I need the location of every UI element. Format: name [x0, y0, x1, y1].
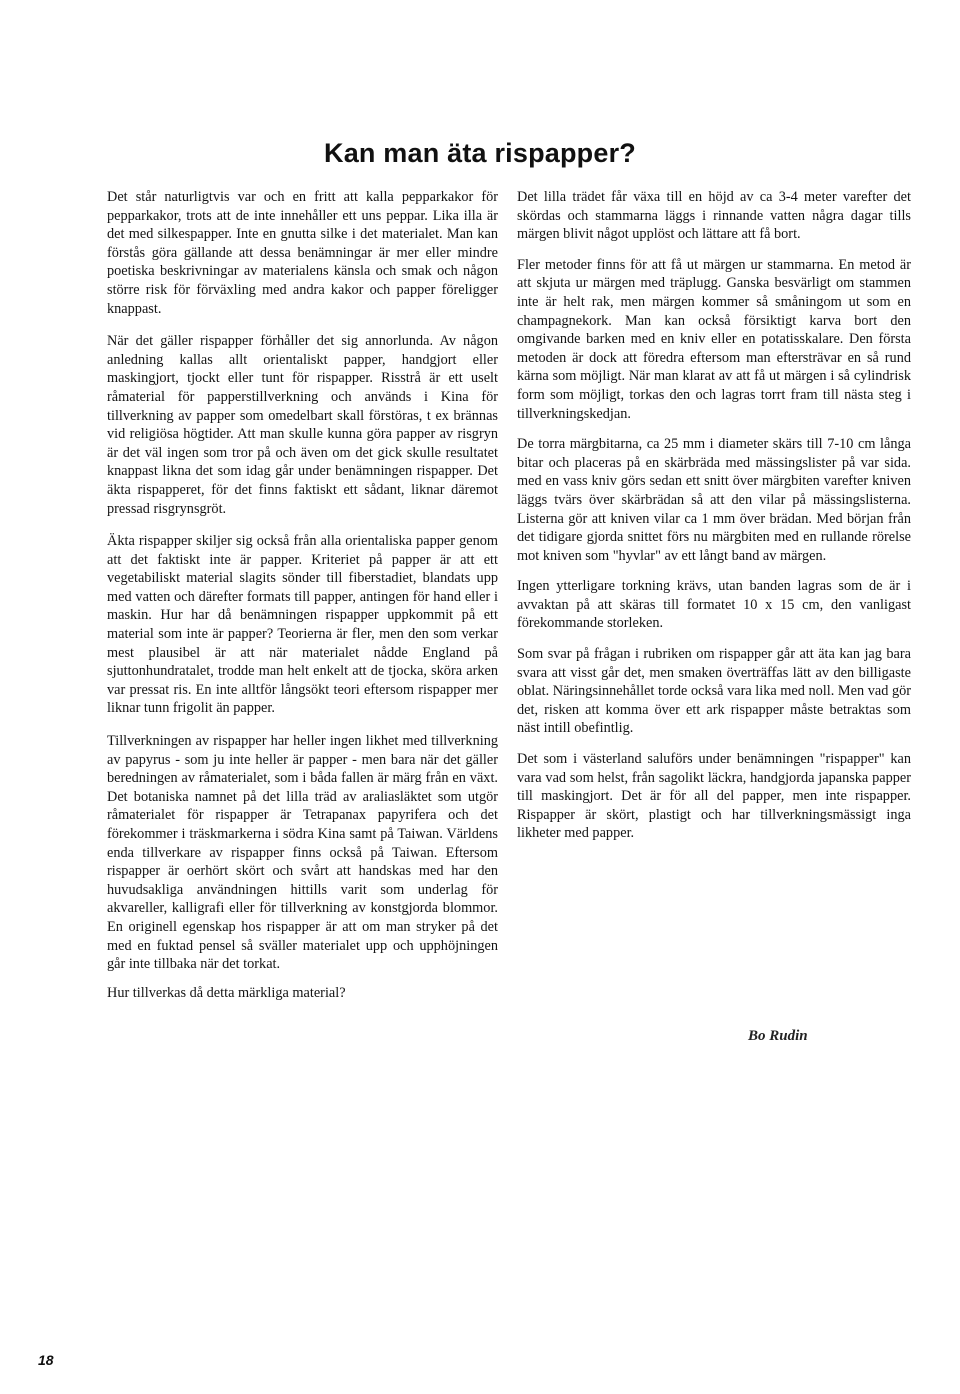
paragraph: Det lilla trädet får växa till en höjd av ca 3-4 meter varefter det skördas och stammarna läggs i rinnande vatten några dagar tills märgen blivit något upplöst och lättare att få bort. — [517, 189, 911, 243]
left-column — [107, 188, 498, 1016]
paragraph: Äkta rispapper skiljer sig också från alla orientaliska papper genom att det faktiskt inte är papper. Kriteriet på papper är att ett vegetabiliskt material slagits sönder till fiberstadiet, blandats upp med vatten och därefter formats till papper, antingen för hand eller i maskin. Hur har då benämningen rispapper uppkommit på ett material som inte är papper? Teorierna är fler, men den som verkar mest plausibel är att när materialet nådde England på sjuttonhundratalet, trodde man helt enkelt att de tjocka, sköra arken var pressat ris. En inte alltför långsökt teori eftersom rispapper mer liknar tunn frigolit än papper. — [107, 533, 498, 717]
author-signature: Bo Rudin — [748, 1028, 808, 1044]
paragraph: Det står naturligtvis var och en fritt att kalla pepparkakor för pepparkakor, trots att de inte innehåller ett uns peppar. Lika illa är det med silkespapper. Inte en gnutta silke i det materialet. Man kan förstås göra gällande att dessa benämningar är mer eller mindre poetiska beskrivningar av materialens känsla och smak och någon större risk för förväxling med andra kakor och papper föreligger knappast. — [107, 189, 498, 317]
paragraph: Som svar på frågan i rubriken om rispapper går att äta kan jag bara svara att visst går det, men smaken överträffas lätt av den billigaste oblat. Näringsinnehållet torde också vara lika med noll. Men vad gör det, risken att komma över ett ark rispapper måste betraktas som näst intill obefintlig. — [517, 646, 911, 737]
paragraph: De torra märgbitarna, ca 25 mm i diameter skärs till 7-10 cm långa bitar och placeras på en skärbräda med mässingslister på var sida. med en vass kniv görs sedan ett snitt över märgbiten varefter kniven läggs tvärs över skärbrädan så att den vilar på mässingslisterna. Listerna gör att kniven vilar ca 1 mm över brädan. Med början från det tidigare gjorda snittet förs nu märgbiten med en rullande rörelse mot kniven som "hyvlar" av ett långt band av märgen. — [517, 436, 911, 564]
closing-question: Hur tillverkas då detta märkliga material? — [107, 984, 346, 1001]
right-column — [517, 188, 911, 855]
paragraph: När det gäller rispapper förhåller det sig annorlunda. Av någon anledning kallas allt orientaliskt papper, handgjort eller maskingjort, tjockt eller tunt för rispapper. Risstrå är ett uselt råmaterial för papperstillverkning och används i Kina för tillverkning av papper som omedelbart skall förstöras, t ex brännas vid religiösa högtider. Att man skulle kunna göra papper av risgryn är det väl ingen som tror på och även om det gick skulle resultatet knappast likna det som idag går under benämningen rispapper. Det äkta rispapperet, för det finns faktiskt ett sådant, liknar däremot pressad risgrynsgröt. — [107, 333, 498, 517]
paragraph: Det som i västerland saluförs under benämningen "rispapper" kan vara vad som helst, från sagolikt läckra, handgjorda japanska papper till maskingjort. Det är för all del papper, men inte rispapper. Rispapper är skört, plastigt och har tillverkningsmässigt inga likheter med papper. — [517, 751, 911, 842]
paragraph: Fler metoder finns för att få ut märgen ur stammarna. En metod är att skjuta ur märgen med träplugg. Ganska besvärligt om stammen inte är helt rak, men märgen kommer så småningom ut som en champagnekork. Man kan också försiktigt karva bort den omgivande barken med en kniv eller en potatisskalare. Den första metoden är dock att föredra eftersom man eftersträvar en så rund kärna som möjligt. När man klarat av att få ut märgen i så cylindrisk form som möjligt, torkas den och lagras torrt fram till nästa steg i tillverkningskedjan. — [517, 256, 911, 422]
paragraph: Tillverkningen av rispapper har heller ingen likhet med tillverkning av papyrus - som ju inte heller är papper - men bara när det gäller beredningen av råmaterialet, som i båda fallen är märg från en växt. Det botaniska namnet på det lilla träd av araliasläktet som utgör råmaterialet för rispapper är Tetrapanax papyrifera och det förekommer i träskmarkerna i södra Kina samt på Taiwan. Världens enda tillverkare av rispapper finns också på Taiwan. Eftersom rispapper är oerhört skört och svårt att handskas med har den huvudsakliga användningen hittills varit som underlag för akvareller, kalligrafi eller för tillverkning av konstgjorda blommor. En originell egenskap hos rispapper är att om man stryker på det med en fuktad pensel så sväller materialet upp och upphöjningen går inte tillbaka när det torkat. — [107, 733, 498, 973]
article-title: Kan man äta rispapper? — [324, 138, 636, 169]
page-number: 18 — [38, 1352, 54, 1368]
paragraph: Ingen ytterligare torkning krävs, utan banden lagras som de är i avvaktan på att skäras till formatet 10 x 15 cm, den vanligast förekommande storleken. — [517, 578, 911, 632]
